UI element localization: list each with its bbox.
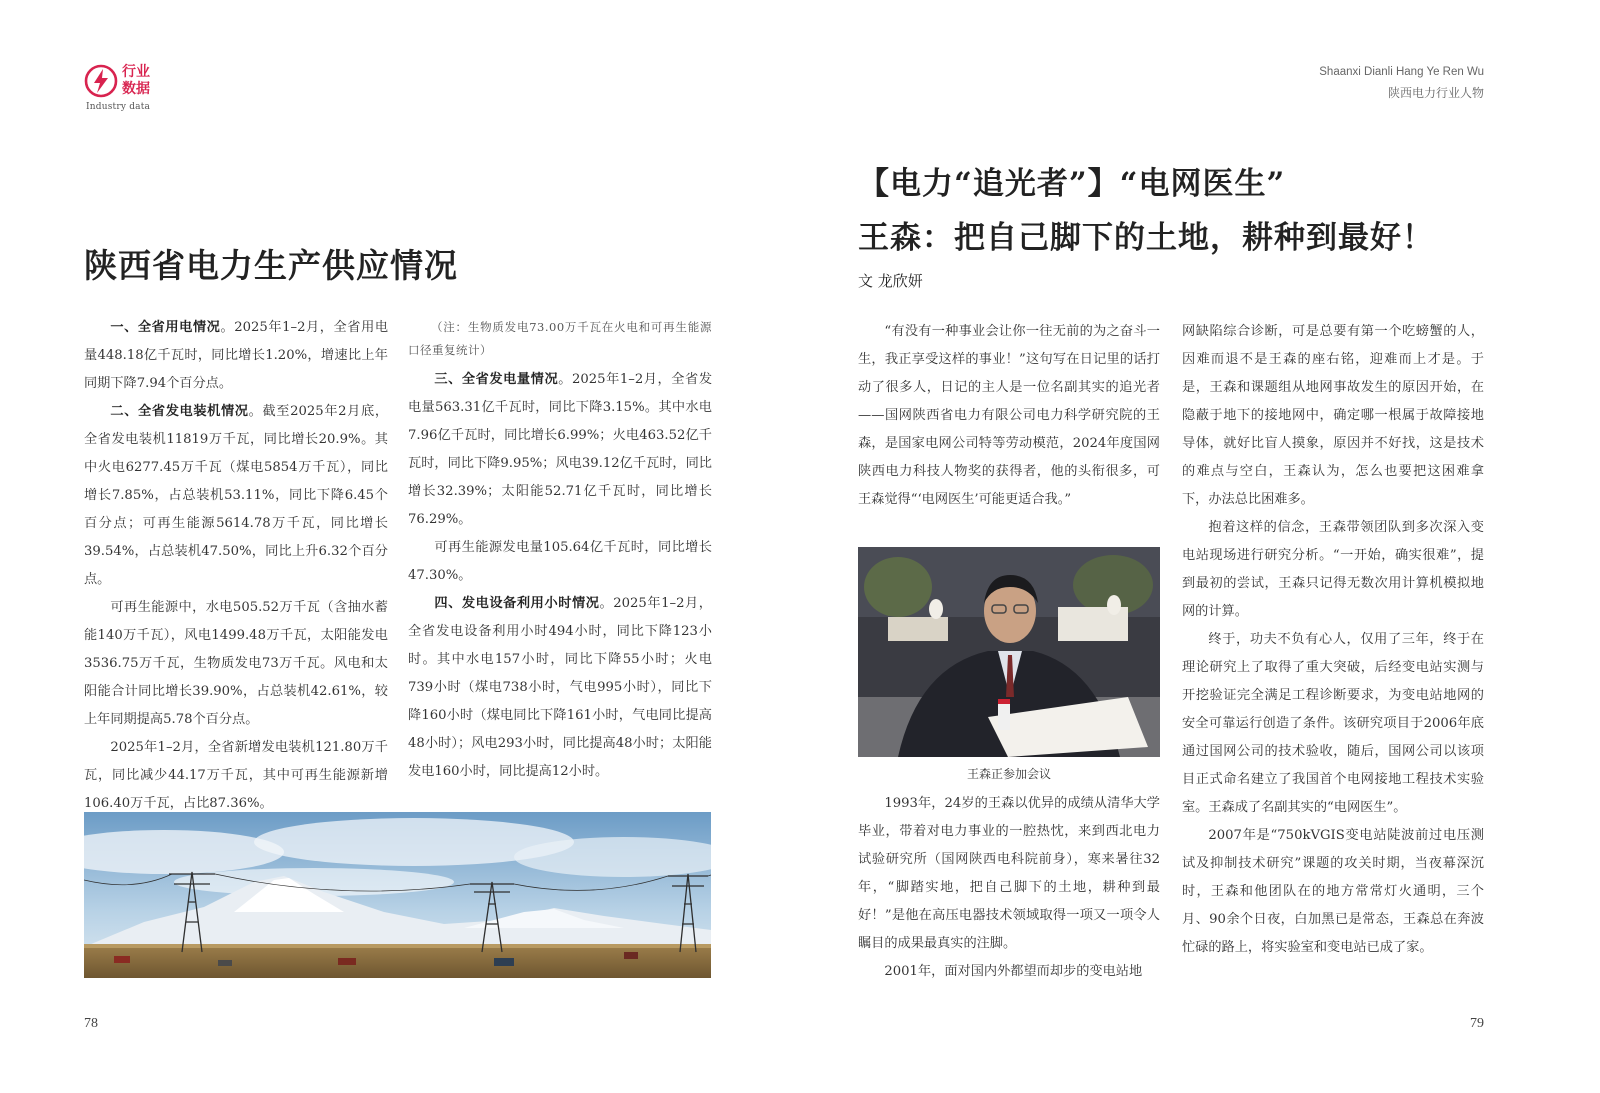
paragraph: 终于，功夫不负有心人，仅用了三年，终于在理论研究上了取得了重大突破，后经变电站实测与开挖验证完全满足工程诊断要求，为变电站地网的安全可靠运行创造了条件。该研究项目于2006年底通过国网公司的技术验收，随后，国网公司以该项目正式命名建立了我国首个电网接地工程技术实验室。王森成了名副其实的“电网医生”。 (1182, 632, 1484, 815)
photo-caption: 王森正参加会议 (966, 767, 1051, 781)
text-column-1 (84, 314, 388, 818)
paragraph-text: 。截至2025年2月底，全省发电装机11819万千瓦，同比增长20.9%。其中火电6277.45万千瓦（煤电5854万千瓦），同比增长7.85%，占总装机53.11%，同比下降6.45个百分点；可再生能源5614.78万千瓦，同比增长39.54%，占总装机47.50%，同比上升6.32个百分点。 (84, 404, 389, 587)
section-heading: 一、全省用电情况 (110, 320, 221, 335)
section-logo-text (122, 64, 150, 98)
note: （注：生物质发电73.00万千瓦在火电和可再生能源口径重复统计） (408, 320, 712, 357)
paragraph: 网缺陷综合诊断，可是总要有第一个吃螃蟹的人，因难而退不是王森的座右铭，迎难而上才是。于是，王森和课题组从地网事故发生的原因开始，在隐蔽于地下的接地网中，确定哪一根属于故障接地导体，就好比盲人摸象，原因并不好找，这是技术的难点与空白，王森认为，怎么也要把这困难拿下，办法总比困难多。 (1182, 324, 1484, 507)
right-page (800, 0, 1600, 1093)
text-column-2 (408, 314, 712, 786)
lightning-bolt-icon (84, 64, 118, 98)
transmission-towers-photo (84, 812, 711, 978)
section-heading: 四、发电设备利用小时情况 (434, 596, 600, 611)
logo-line-1: 行业 (122, 64, 150, 80)
paragraph: 2025年1–2月，全省新增发电装机121.80万千瓦，同比减少44.17万千瓦，其中可再生能源新增106.40万千瓦，占比87.36%。 (84, 740, 388, 811)
text-column-1-top (858, 318, 1160, 514)
logo-subtitle: Industry data (86, 102, 151, 112)
paragraph (408, 366, 712, 534)
byline: 文 龙欣妍 (858, 272, 923, 290)
paragraph-text: 。2025年1–2月，全省用电量448.18亿千瓦时，同比增长1.20%，增速比上年同期下降7.94个百分点。 (84, 320, 389, 391)
paragraph-text: 。2025年1–2月，全省发电设备利用小时494小时，同比下降123小时。其中水电157小时，同比下降55小时；火电739小时（煤电738小时，气电995小时），同比下降160小时（煤电同比下降161小时，气电同比提高48小时）；风电293小时，同比提高48小时；太阳能发电160小时，同比提高12小时。 (408, 596, 712, 779)
article-title-line-2: 王森：把自己脚下的土地，耕种到最好！ (858, 220, 1434, 256)
paragraph: 抱着这样的信念，王森带领团队到多次深入变电站现场进行研究分析。“一开始，确实很难”，提到最初的尝试，王森只记得无数次用计算机模拟地网的计算。 (1182, 520, 1484, 619)
paragraph (84, 398, 388, 594)
logo-line-2: 数据 (122, 81, 150, 97)
paragraph: 1993年，24岁的王森以优异的成绩从清华大学毕业，带着对电力事业的一腔热忱，来到西北电力试验研究所（国网陕西电科院前身），寒来暑往32年，“脚踏实地，把自己脚下的土地，耕种到最好！”是他在高压电器技术领域取得一项又一项令人瞩目的成果最真实的注脚。 (858, 796, 1160, 951)
page-number: 79 (1470, 1016, 1484, 1031)
article-title-line-1: 【电力“追光者”】“电网医生” (858, 166, 1286, 202)
paragraph (84, 314, 388, 398)
text-column-1-bottom (858, 790, 1160, 986)
section-heading: 三、全省发电量情况 (434, 372, 559, 387)
article-title: 陕西省电力生产供应情况 (84, 246, 458, 285)
meeting-photo (858, 547, 1160, 757)
header-english: Shaanxi Dianli Hang Ye Ren Wu (1319, 66, 1484, 78)
paragraph: “有没有一种事业会让你一往无前的为之奋斗一生，我正享受这样的事业！”这句写在日记里的话打动了很多人，日记的主人是一位名副其实的追光者——国网陕西省电力有限公司电力科学研究院的王森，是国家电网公司特等劳动模范，2024年度国网陕西电力科技人物奖的获得者，他的头衔很多，可王森觉得“‘电网医生’可能更适合我。” (858, 324, 1160, 507)
paragraph: 2007年是“750kVGIS变电站陡波前过电压测试及抑制技术研究”课题的攻关时期，当夜幕深沉时，王森和他团队在的地方常常灯火通明，三个月、90余个日夜，白加黑已是常态，王森总在奔波忙碌的路上，将实验室和变电站已成了家。 (1182, 828, 1484, 955)
paragraph (408, 590, 712, 786)
paragraph: 2001年，面对国内外都望而却步的变电站地 (884, 964, 1143, 979)
text-column-2 (1182, 318, 1484, 962)
page-number: 78 (84, 1016, 98, 1031)
section-heading: 二、全省发电装机情况 (110, 404, 249, 419)
header-chinese: 陕西电力行业人物 (1387, 86, 1484, 100)
paragraph-text: 。2025年1–2月，全省发电量563.31亿千瓦时，同比下降3.15%。其中水电7.96亿千瓦时，同比增长6.99%；火电463.52亿千瓦时，同比下降9.95%；风电39.12亿千瓦时，同比增长32.39%；太阳能52.71亿千瓦时，同比增长76.29%。 (408, 372, 713, 527)
paragraph: 可再生能源发电量105.64亿千瓦时，同比增长47.30%。 (408, 540, 712, 583)
paragraph: 可再生能源中，水电505.52万千瓦（含抽水蓄能140万千瓦），风电1499.48万千瓦，太阳能发电3536.75万千瓦，生物质发电73万千瓦。风电和太阳能合计同比增长39.90%，占总装机42.61%，较上年同期提高5.78个百分点。 (84, 600, 388, 727)
